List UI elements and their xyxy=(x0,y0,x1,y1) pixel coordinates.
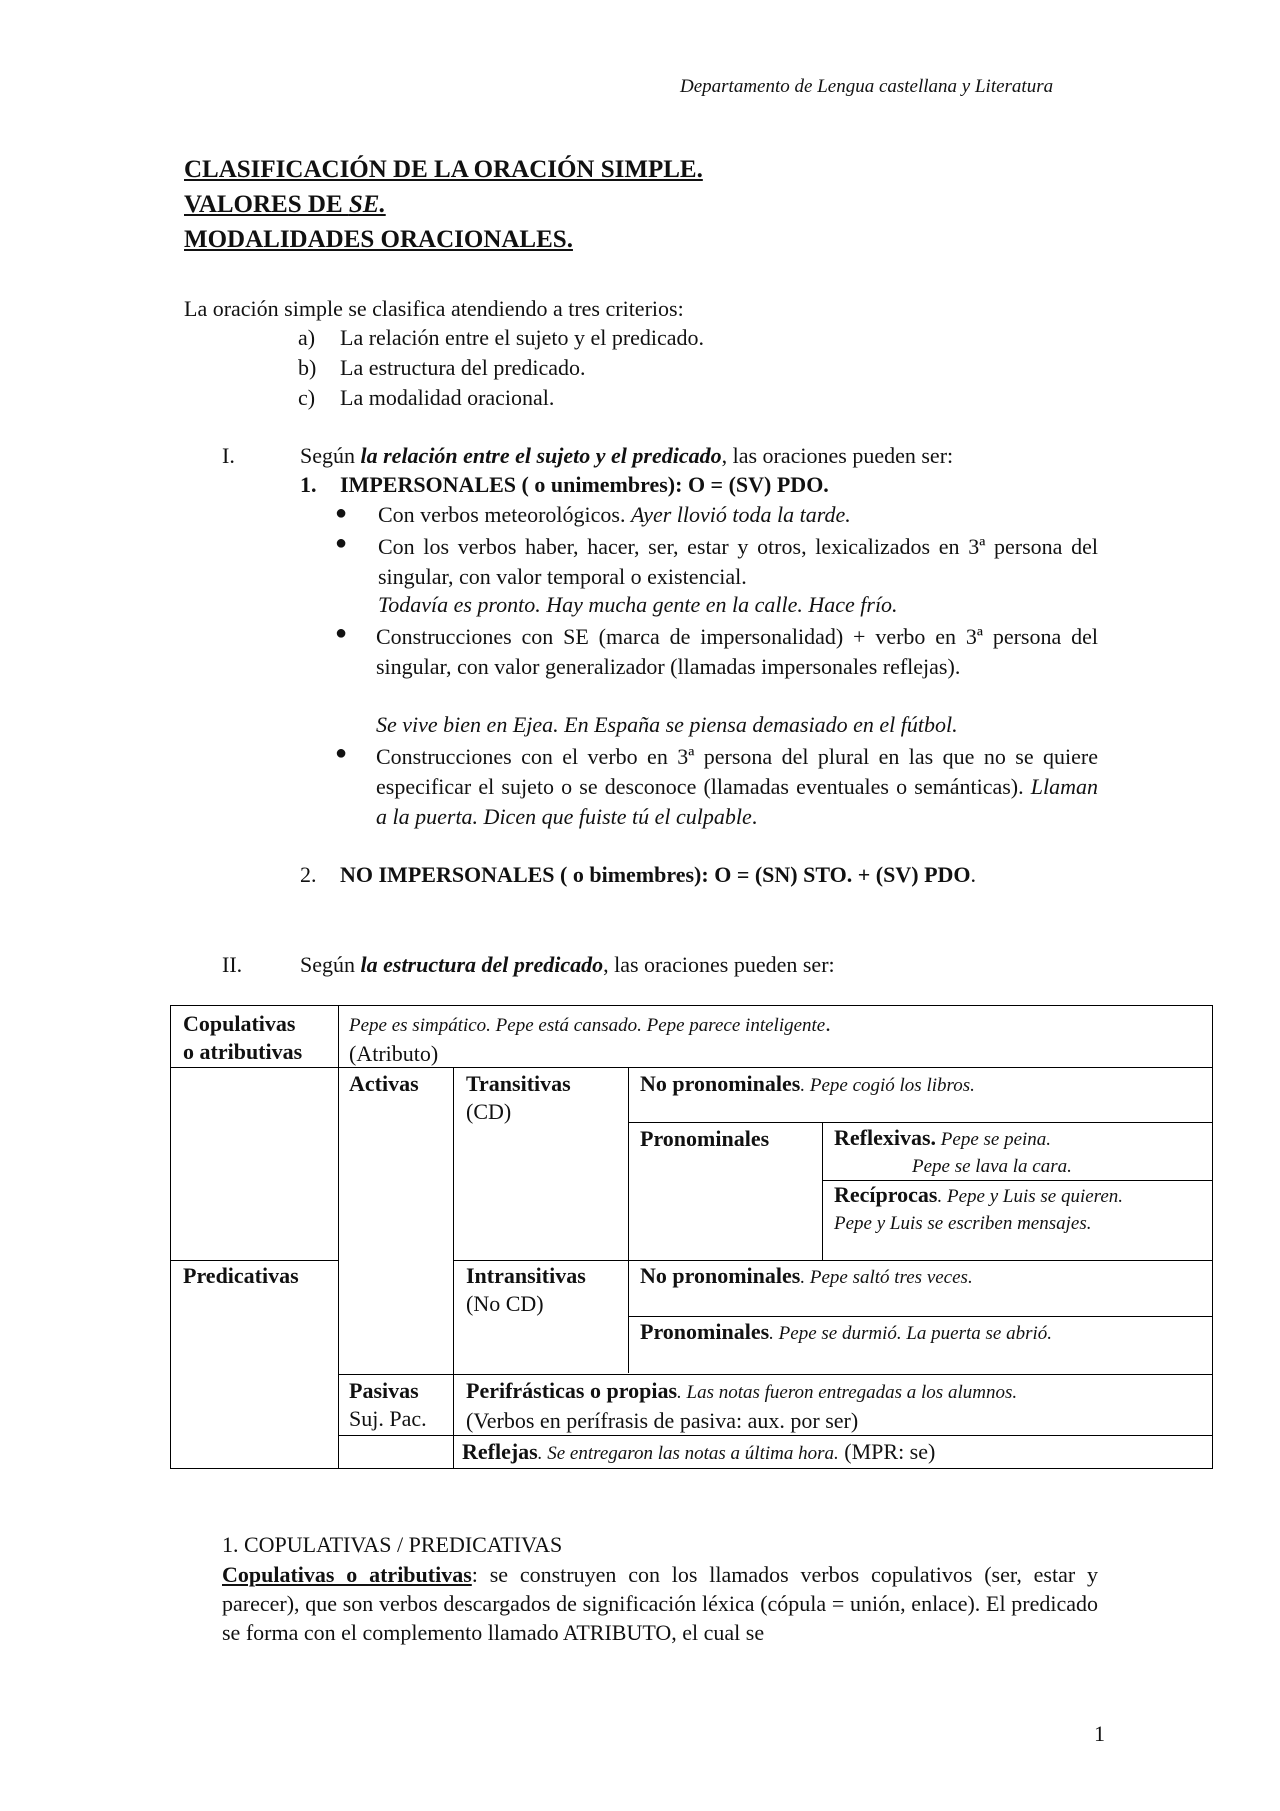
cell-no-pronominales: No pronominales. Pepe cogió los libros. xyxy=(640,1071,975,1096)
cell-perifrasticas: Perifrásticas o propias. Las notas fueron entregadas a los alumnos. (Verbos en perífrasis de pasiva: aux. por ser) xyxy=(466,1378,1018,1433)
cell-pronominales: Pronominales xyxy=(640,1126,770,1151)
cell-intransitivas: Intransitivas (No CD) xyxy=(466,1263,586,1316)
cell-activas: Activas xyxy=(349,1071,419,1096)
page-number: 1 xyxy=(1094,1721,1105,1746)
table-border xyxy=(1212,1005,1213,1469)
criterion-a: a) La relación entre el sujeto y el predicado. xyxy=(298,325,705,350)
table-divider xyxy=(628,1122,1213,1123)
bullet-icon: ● xyxy=(335,532,348,554)
title-line-3: MODALIDADES ORACIONALES. xyxy=(184,226,573,253)
cell-copulativas-example: Pepe es simpático. Pepe está cansado. Pepe parece inteligente. (Atributo) xyxy=(349,1011,831,1066)
copulativas-paragraph: Copulativas o atributivas: se construyen con los llamados verbos copulativos (ser, estar y parecer), que son verbos descargados de significación léxica (cópula = unión, enlace). El predicado se forma con el complemento llamado ATRIBUTO, el cual se xyxy=(222,1562,1098,1645)
bullet-1: Con verbos meteorológicos. Ayer llovió toda la tarde. xyxy=(378,502,851,527)
cell-pronominales-2: Pronominales. Pepe se durmió. La puerta se abrió. xyxy=(640,1319,1053,1344)
table-divider xyxy=(338,1005,339,1469)
table-divider xyxy=(822,1122,823,1260)
cell-transitivas: Transitivas (CD) xyxy=(466,1071,571,1124)
bullet-3: Construcciones con SE (marca de impersonalidad) + verbo en 3ª persona del singular, con valor generalizador (llamadas impersonales reflejas). xyxy=(376,624,1098,679)
intro-text: La oración simple se clasifica atendiendo a tres criterios: xyxy=(184,296,684,321)
table-border xyxy=(170,1005,171,1469)
section-1-numeral: I. xyxy=(222,443,235,468)
cell-pasivas: Pasivas Suj. Pac. xyxy=(349,1378,427,1431)
cell-reflexivas: Reflexivas. Pepe se peina. Pepe se lava la cara. xyxy=(834,1125,1072,1177)
cell-reflejas: Reflejas. Se entregaron las notas a última hora. (MPR: se) xyxy=(462,1439,936,1464)
section-3-heading: 1. COPULATIVAS / PREDICATIVAS xyxy=(222,1532,563,1557)
bullet-3-example: Se vive bien en Ejea. En España se piensa demasiado en el fútbol. xyxy=(376,712,958,737)
bullet-2-example: Todavía es pronto. Hay mucha gente en la calle. Hace frío. xyxy=(378,592,898,617)
no-impersonales-heading: 2. NO IMPERSONALES ( o bimembres): O = (SN) STO. + (SV) PDO. xyxy=(300,862,977,887)
department-header: Departamento de Lengua castellana y Literatura xyxy=(680,76,1054,97)
cell-copulativas: Copulativas o atributivas xyxy=(183,1011,303,1064)
table-divider xyxy=(170,1260,339,1261)
table-border xyxy=(170,1468,1213,1469)
table-border xyxy=(170,1005,1213,1006)
section-2-numeral: II. xyxy=(222,952,243,977)
table-divider xyxy=(453,1067,454,1468)
cell-predicativas: Predicativas xyxy=(183,1263,299,1288)
table-divider xyxy=(338,1435,1213,1436)
criterion-c: c) La modalidad oracional. xyxy=(298,385,555,410)
table-divider xyxy=(628,1316,1213,1317)
bullet-2: Con los verbos haber, hacer, ser, estar y otros, lexicalizados en 3ª persona del singular, con valor temporal o existencial. xyxy=(378,534,1098,589)
bullet-icon: ● xyxy=(335,742,348,764)
table-divider xyxy=(628,1067,629,1373)
table-divider xyxy=(453,1260,1213,1261)
table-divider xyxy=(822,1180,1213,1181)
section-2-intro: Según la estructura del predicado, las oraciones pueden ser: xyxy=(300,952,835,977)
section-1-intro: Según la relación entre el sujeto y el predicado, las oraciones pueden ser: xyxy=(300,443,954,468)
bullet-icon: ● xyxy=(335,502,348,524)
cell-no-pronominales-2: No pronominales. Pepe saltó tres veces. xyxy=(640,1263,973,1288)
table-divider xyxy=(338,1374,1213,1375)
bullet-4: Construcciones con el verbo en 3ª persona del plural en las que no se quiere especificar el sujeto o se desconoce (llamadas eventuales o semánticas). Llaman a la puerta. Dicen que fuiste tú el culpable. xyxy=(376,744,1098,829)
title-line-2: VALORES DE SE. xyxy=(184,191,386,218)
bullet-icon: ● xyxy=(335,622,348,644)
criterion-b: b) La estructura del predicado. xyxy=(298,355,586,380)
title-line-1: CLASIFICACIÓN DE LA ORACIÓN SIMPLE. xyxy=(184,156,703,183)
impersonales-heading: 1. IMPERSONALES ( o unimembres): O = (SV) PDO. xyxy=(300,472,829,497)
cell-reciprocas: Recíprocas. Pepe y Luis se quieren. Pepe y Luis se escriben mensajes. xyxy=(834,1182,1124,1234)
